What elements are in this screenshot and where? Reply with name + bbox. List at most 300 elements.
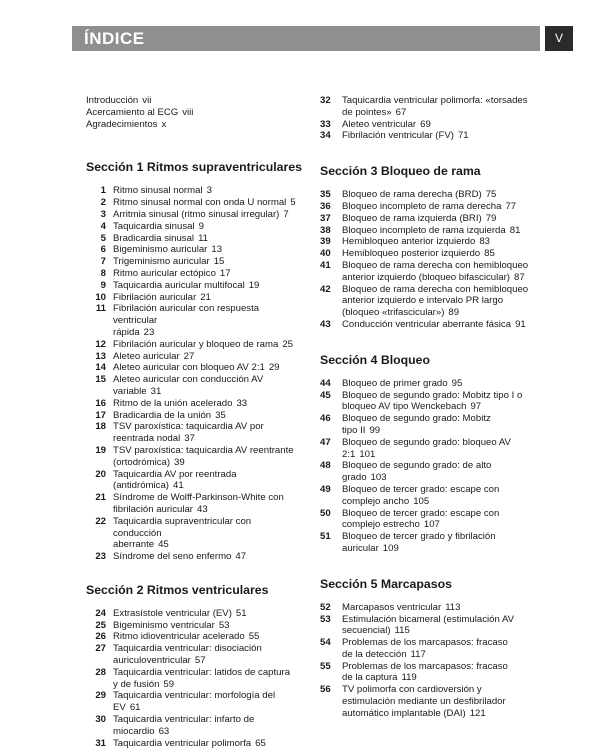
entry-line: Bloqueo de rama derecha con hemibloqueo (342, 283, 529, 295)
entry-line: bloqueo AV tipo Wenckebach (342, 401, 467, 413)
entry-line: TV polimorfa con cardioversión y (342, 684, 482, 696)
entry-text (113, 620, 302, 632)
entry-line: Fibrilación ventricular (FV) (342, 130, 454, 142)
entry-page: 63 (158, 725, 170, 737)
entry-page: 109 (382, 542, 399, 554)
entry-line: Bloqueo de tercer grado y fibrilación (342, 531, 496, 543)
entry-page: 45 (158, 539, 169, 551)
entry-page: 55 (248, 631, 260, 643)
entry-text (113, 244, 302, 256)
entry-page: 25 (282, 338, 293, 350)
entry-number: 14 (95, 362, 106, 374)
toc-entry[interactable] (86, 362, 302, 374)
toc-entry[interactable] (86, 268, 302, 280)
entry-number: 2 (100, 197, 106, 209)
entry-number: 41 (320, 259, 331, 271)
section-title: Sección 2 Ritmos ventriculares (86, 582, 269, 597)
entry-page: 89 (448, 307, 460, 319)
toc-entry[interactable] (320, 437, 552, 461)
entry-line: Ritmo sinusal normal con onda U normal (113, 197, 287, 209)
toc-entry[interactable] (86, 714, 302, 738)
entry-number: 43 (320, 318, 331, 330)
entry-text (342, 119, 552, 131)
entry-page: 85 (484, 248, 495, 260)
entry-text (342, 284, 552, 319)
entry-page: 115 (394, 625, 410, 637)
toc-entry[interactable] (320, 484, 552, 508)
toc-entry[interactable] (320, 248, 552, 260)
entry-text (113, 714, 302, 738)
entry-text (113, 608, 302, 620)
entry-page: 97 (470, 401, 482, 413)
entry-text (113, 398, 302, 410)
entry-line: TSV paroxística: taquicardia AV reentrante (113, 444, 294, 456)
entry-line: Taquicardia ventricular: morfología del (113, 690, 276, 702)
toc-entry[interactable] (86, 643, 302, 667)
toc-section (86, 160, 302, 563)
entry-page: 13 (211, 244, 223, 256)
entry-page: 65 (255, 737, 266, 749)
entry-page: 35 (215, 409, 226, 421)
entry-text (342, 189, 552, 201)
entry-line: rápida (113, 326, 140, 338)
intro-item[interactable] (86, 95, 302, 107)
entry-text (342, 95, 552, 119)
intro-page: viii (182, 106, 194, 118)
entry-line: Bloqueo de segundo grado: Mobitz tipo I o (342, 389, 523, 401)
entry-number: 40 (320, 248, 331, 260)
entry-page: 31 (150, 385, 162, 397)
entry-page: 87 (513, 271, 525, 283)
entry-page: 95 (451, 377, 463, 389)
entry-line: Bigeminismo auricular (113, 244, 208, 256)
entry-line: variable (113, 385, 147, 397)
entry-line: Aleteo auricular (113, 350, 180, 362)
entry-text (113, 631, 302, 643)
entry-page: 27 (183, 350, 195, 362)
entry-text (342, 484, 552, 508)
entry-line: Taquicardia ventricular polimorfa (113, 737, 252, 749)
toc-entry[interactable] (86, 303, 302, 338)
entry-line: de pointes» (342, 106, 392, 118)
entry-page: 3 (206, 185, 212, 197)
entry-text (342, 684, 552, 719)
entry-page: 105 (413, 495, 430, 507)
entry-number: 30 (95, 714, 106, 726)
toc-entry[interactable] (86, 374, 302, 398)
entry-number: 36 (320, 200, 331, 212)
toc-entry[interactable] (86, 469, 302, 493)
intro-page: x (161, 118, 167, 130)
entry-number: 42 (320, 283, 331, 295)
entry-text (113, 445, 302, 469)
entry-text (342, 460, 552, 484)
entry-line: Taquicardia auricular multifocal (113, 279, 245, 291)
entry-line: Síndrome de Wolff-Parkinson-White con (113, 492, 284, 504)
entry-text (113, 410, 302, 422)
entry-page: 107 (423, 519, 440, 531)
entry-number: 9 (100, 279, 106, 291)
entry-text (113, 643, 302, 667)
entry-number: 48 (320, 460, 331, 472)
entry-line: de la detección (342, 648, 407, 660)
entry-page: 11 (198, 232, 209, 244)
entry-number: 54 (320, 637, 331, 649)
entry-text (342, 130, 552, 142)
entry-number: 45 (320, 389, 331, 401)
section-title: Sección 4 Bloqueo (320, 352, 431, 367)
entry-number: 16 (95, 397, 106, 409)
entry-line: miocardio (113, 725, 155, 737)
entry-page: 53 (218, 619, 230, 631)
entry-line: Taquicardia ventricular: infarto de (113, 714, 255, 726)
toc-entry[interactable] (86, 398, 302, 410)
entry-line: (ortodrómica) (113, 456, 171, 468)
intro-list (86, 95, 302, 130)
entry-page: 83 (479, 236, 490, 248)
entry-line: Bloqueo de primer grado (342, 377, 448, 389)
entry-text (342, 201, 552, 213)
entry-number: 12 (95, 338, 106, 350)
entry-number: 23 (95, 551, 106, 563)
entry-line: Bloqueo de segundo grado: bloqueo AV (342, 436, 511, 448)
entry-number: 3 (100, 208, 106, 220)
entry-line: Aleteo auricular con bloqueo AV 2:1 (113, 362, 265, 374)
entry-text (113, 516, 302, 551)
entry-line: Bradicardia sinusal (113, 232, 195, 244)
entry-line: automático implantable (DAI) (342, 707, 466, 719)
toc-entry[interactable] (86, 339, 302, 351)
toc-entry[interactable] (86, 690, 302, 714)
entry-page: 39 (174, 456, 185, 468)
intro-text: Agradecimientos (86, 118, 158, 130)
entry-number: 37 (320, 212, 331, 224)
entry-line: estimulación mediante un desfibrilador (342, 696, 506, 708)
entry-line: complejo estrecho (342, 519, 420, 531)
entry-page: 117 (410, 648, 426, 660)
toc-entry[interactable] (320, 213, 552, 225)
entry-number: 18 (95, 421, 106, 433)
toc-section (320, 577, 552, 720)
entry-page: 33 (236, 397, 248, 409)
entry-text (342, 213, 552, 225)
entry-page: 77 (505, 200, 517, 212)
entry-page: 9 (198, 220, 204, 232)
entry-line: Bigeminismo ventricular (113, 619, 215, 631)
entry-text (113, 185, 302, 197)
toc-entry[interactable] (320, 95, 552, 119)
entry-page: 75 (485, 189, 497, 201)
toc-entry[interactable] (86, 421, 302, 445)
entry-line: Bradicardia de la unión (113, 409, 212, 421)
toc-entry[interactable] (320, 260, 552, 284)
entry-line: Taquicardia ventricular: latidos de captura (113, 666, 291, 678)
entry-number: 11 (95, 303, 106, 315)
entry-line: Bloqueo de tercer grado: escape con (342, 483, 500, 495)
entry-line: Bloqueo de segundo grado: Mobitz (342, 413, 491, 425)
entry-number: 21 (95, 492, 106, 504)
entry-line: anterior izquierdo (bloqueo bifascicular) (342, 271, 510, 283)
entry-line: Taquicardia AV por reentrada (113, 468, 237, 480)
entry-line: Bloqueo de tercer grado: escape con (342, 507, 500, 519)
entry-number: 22 (95, 515, 106, 527)
entry-text (113, 256, 302, 268)
entry-line: Fibrilación auricular con respuesta ventricular (113, 303, 260, 327)
entry-text (342, 248, 552, 260)
entry-line: Problemas de los marcapasos: fracaso (342, 637, 508, 649)
entry-page: 67 (395, 106, 407, 118)
entry-page: 59 (163, 678, 175, 690)
toc-entry[interactable] (320, 531, 552, 555)
toc-entry[interactable] (320, 637, 552, 661)
toc-section (320, 164, 552, 331)
entry-line: Bloqueo incompleto de rama izquierda (342, 224, 506, 236)
entry-page: 47 (235, 551, 247, 563)
entry-page: 37 (184, 433, 195, 445)
toc-entry[interactable] (320, 201, 552, 213)
entry-line: Estimulación bicameral (estimulación AV (342, 613, 515, 625)
entry-line: de la captura (342, 672, 398, 684)
entry-number: 49 (320, 483, 331, 495)
entry-line: Síndrome del seno enfermo (113, 551, 232, 563)
entry-line: Marcapasos ventricular (342, 601, 442, 613)
entry-page: 19 (248, 279, 260, 291)
entry-line: complejo ancho (342, 495, 410, 507)
entry-text (342, 319, 552, 331)
toc-entry[interactable] (86, 445, 302, 469)
entry-text (113, 292, 302, 304)
entry-line: Problemas de los marcapasos: fracaso (342, 660, 508, 672)
entry-text (342, 260, 552, 284)
entry-number: 19 (95, 444, 106, 456)
entry-text (342, 531, 552, 555)
entry-text (342, 236, 552, 248)
entry-number: 17 (95, 409, 106, 421)
section-title: Sección 3 Bloqueo de rama (320, 164, 481, 179)
entry-line: Ritmo auricular ectópico (113, 267, 216, 279)
toc-entry[interactable] (320, 378, 552, 390)
entry-line: Ritmo idioventricular acelerado (113, 631, 245, 643)
entry-line: fibrilación auricular (113, 503, 193, 515)
entry-page: 103 (370, 472, 387, 484)
entry-line: Ritmo sinusal normal (113, 185, 203, 197)
entry-number: 34 (320, 130, 331, 142)
toc-entry[interactable] (320, 189, 552, 201)
entry-page: 43 (196, 503, 208, 515)
entry-text (113, 551, 302, 563)
entry-line: (antidrómica) (113, 480, 169, 492)
toc-entry[interactable] (86, 185, 302, 197)
toc-entry[interactable] (320, 390, 552, 414)
entry-line: TSV paroxística: taquicardia AV por (113, 421, 264, 433)
entry-page: 7 (283, 208, 289, 220)
toc-entry[interactable] (86, 244, 302, 256)
toc-entry[interactable] (86, 221, 302, 233)
entry-number: 35 (320, 189, 331, 201)
entry-text (113, 197, 302, 209)
entry-page: 99 (369, 424, 381, 436)
entry-line: Bloqueo de rama izquierda (BRI) (342, 212, 482, 224)
intro-item[interactable] (86, 119, 302, 131)
entry-line: Extrasístole ventricular (EV) (113, 607, 232, 619)
toc-entry[interactable] (86, 631, 302, 643)
entry-page: 91 (515, 318, 526, 330)
entry-line: Taquicardia ventricular polimorfa: «torsades (342, 95, 528, 106)
entry-page: 61 (129, 702, 141, 714)
intro-item[interactable] (86, 107, 302, 119)
toc-entry[interactable] (86, 667, 302, 691)
toc-entry[interactable] (320, 225, 552, 237)
entry-number: 56 (320, 684, 331, 696)
toc-entry[interactable] (320, 236, 552, 248)
entry-text (113, 374, 302, 398)
entry-line: (bloqueo «trifascicular») (342, 307, 445, 319)
toc-entry[interactable] (86, 256, 302, 268)
entry-page: 15 (213, 256, 225, 268)
toc-entry[interactable] (86, 280, 302, 292)
entry-text (342, 637, 552, 661)
toc-entry[interactable] (320, 460, 552, 484)
toc-entry[interactable] (86, 738, 302, 750)
toc-entry[interactable] (320, 284, 552, 319)
toc-entry[interactable] (86, 197, 302, 209)
entry-text (113, 667, 302, 691)
index-title: ÍNDICE (84, 29, 145, 48)
toc-section (320, 95, 552, 142)
entry-number: 6 (100, 244, 106, 256)
entry-line: Taquicardia sinusal (113, 220, 195, 232)
entry-line: Taquicardia ventricular: disociación (113, 643, 262, 655)
entry-number: 4 (100, 220, 106, 232)
entry-number: 50 (320, 507, 331, 519)
entry-number: 15 (95, 374, 106, 386)
entry-line: Taquicardia supraventricular con conducción (113, 515, 252, 539)
entry-page: 57 (194, 655, 206, 667)
toc-entry[interactable] (86, 292, 302, 304)
entry-text (342, 390, 552, 414)
entry-line: Fibrilación auricular (113, 291, 197, 303)
toc-entry[interactable] (320, 413, 552, 437)
entry-number: 39 (320, 236, 331, 248)
entry-number: 25 (95, 619, 106, 631)
entry-number: 1 (100, 185, 106, 197)
index-header-bar (72, 26, 540, 51)
entry-text (342, 602, 552, 614)
entry-number: 31 (95, 737, 106, 749)
entry-line: auricular (342, 542, 379, 554)
entry-text (113, 303, 302, 338)
entry-text (113, 268, 302, 280)
entry-text (113, 339, 302, 351)
entry-page: 101 (359, 448, 376, 460)
toc-entry[interactable] (320, 602, 552, 614)
entry-line: Bloqueo incompleto de rama derecha (342, 200, 502, 212)
toc-entry[interactable] (320, 130, 552, 142)
toc-entry[interactable] (86, 410, 302, 422)
toc-section (320, 353, 552, 555)
entry-number: 8 (100, 267, 106, 279)
toc-entry[interactable] (86, 492, 302, 516)
toc-entry[interactable] (320, 508, 552, 532)
toc-entry[interactable] (86, 351, 302, 363)
toc-entry[interactable] (320, 614, 552, 638)
entry-page: 29 (268, 362, 280, 374)
entry-number: 46 (320, 413, 331, 425)
toc-entry[interactable] (86, 233, 302, 245)
entry-number: 26 (95, 631, 106, 643)
entry-line: Hemibloqueo posterior izquierdo (342, 248, 481, 260)
entry-line: Hemibloqueo anterior izquierdo (342, 236, 476, 248)
entry-number: 27 (95, 643, 106, 655)
entry-line: aberrante (113, 539, 155, 551)
entry-text (113, 738, 302, 750)
entry-number: 55 (320, 660, 331, 672)
toc-entry[interactable] (86, 209, 302, 221)
entry-line: y de fusión (113, 678, 160, 690)
toc-entry[interactable] (320, 661, 552, 685)
page-number-box (545, 26, 573, 51)
entry-number: 38 (320, 224, 331, 236)
toc-entry[interactable] (320, 319, 552, 331)
entry-text (342, 437, 552, 461)
entry-line: Trigeminismo auricular (113, 256, 210, 268)
entry-number: 29 (95, 690, 106, 702)
entry-number: 28 (95, 666, 106, 678)
entry-text (113, 469, 302, 493)
toc-entry[interactable] (86, 551, 302, 563)
entry-number: 33 (320, 118, 331, 130)
entry-line: EV (113, 702, 126, 714)
entry-number: 53 (320, 613, 331, 625)
toc-entry[interactable] (86, 620, 302, 632)
entry-page: 121 (469, 707, 486, 719)
entry-line: Ritmo de la unión acelerado (113, 397, 233, 409)
entry-number: 24 (95, 607, 106, 619)
entry-text (113, 421, 302, 445)
entry-text (113, 209, 302, 221)
entry-line: Arritmia sinusal (ritmo sinusal irregular) (113, 208, 280, 220)
entry-number: 47 (320, 436, 331, 448)
entry-page: 51 (235, 607, 247, 619)
entry-page: 81 (509, 224, 521, 236)
entry-text (113, 280, 302, 292)
entry-line: 2:1 (342, 448, 356, 460)
intro-text: Acercamiento al ECG (86, 106, 179, 118)
toc-entry[interactable] (320, 684, 552, 719)
entry-text (113, 362, 302, 374)
toc-entry[interactable] (320, 119, 552, 131)
entry-page: 41 (172, 480, 184, 492)
page-number: V (554, 31, 563, 45)
toc-entry[interactable] (86, 608, 302, 620)
entry-text (113, 233, 302, 245)
entry-page: 5 (290, 197, 296, 209)
entry-line: auriculoventricular (113, 655, 191, 667)
section-title: Sección 5 Marcapasos (320, 576, 452, 591)
entry-line: Bloqueo de rama derecha (BRD) (342, 189, 482, 201)
entry-line: anterior izquierdo e intervalo PR largo (342, 295, 504, 307)
entry-text (342, 614, 552, 638)
entry-page: 23 (143, 326, 155, 338)
entry-page: 119 (401, 672, 417, 684)
toc-entry[interactable] (86, 516, 302, 551)
entry-page: 17 (219, 267, 231, 279)
intro-page: vii (142, 95, 152, 106)
entry-line: Bloqueo de rama derecha con hemibloqueo (342, 259, 529, 271)
entry-number: 10 (95, 291, 106, 303)
toc-section (86, 583, 302, 750)
entry-line: Aleteo ventricular (342, 118, 417, 130)
